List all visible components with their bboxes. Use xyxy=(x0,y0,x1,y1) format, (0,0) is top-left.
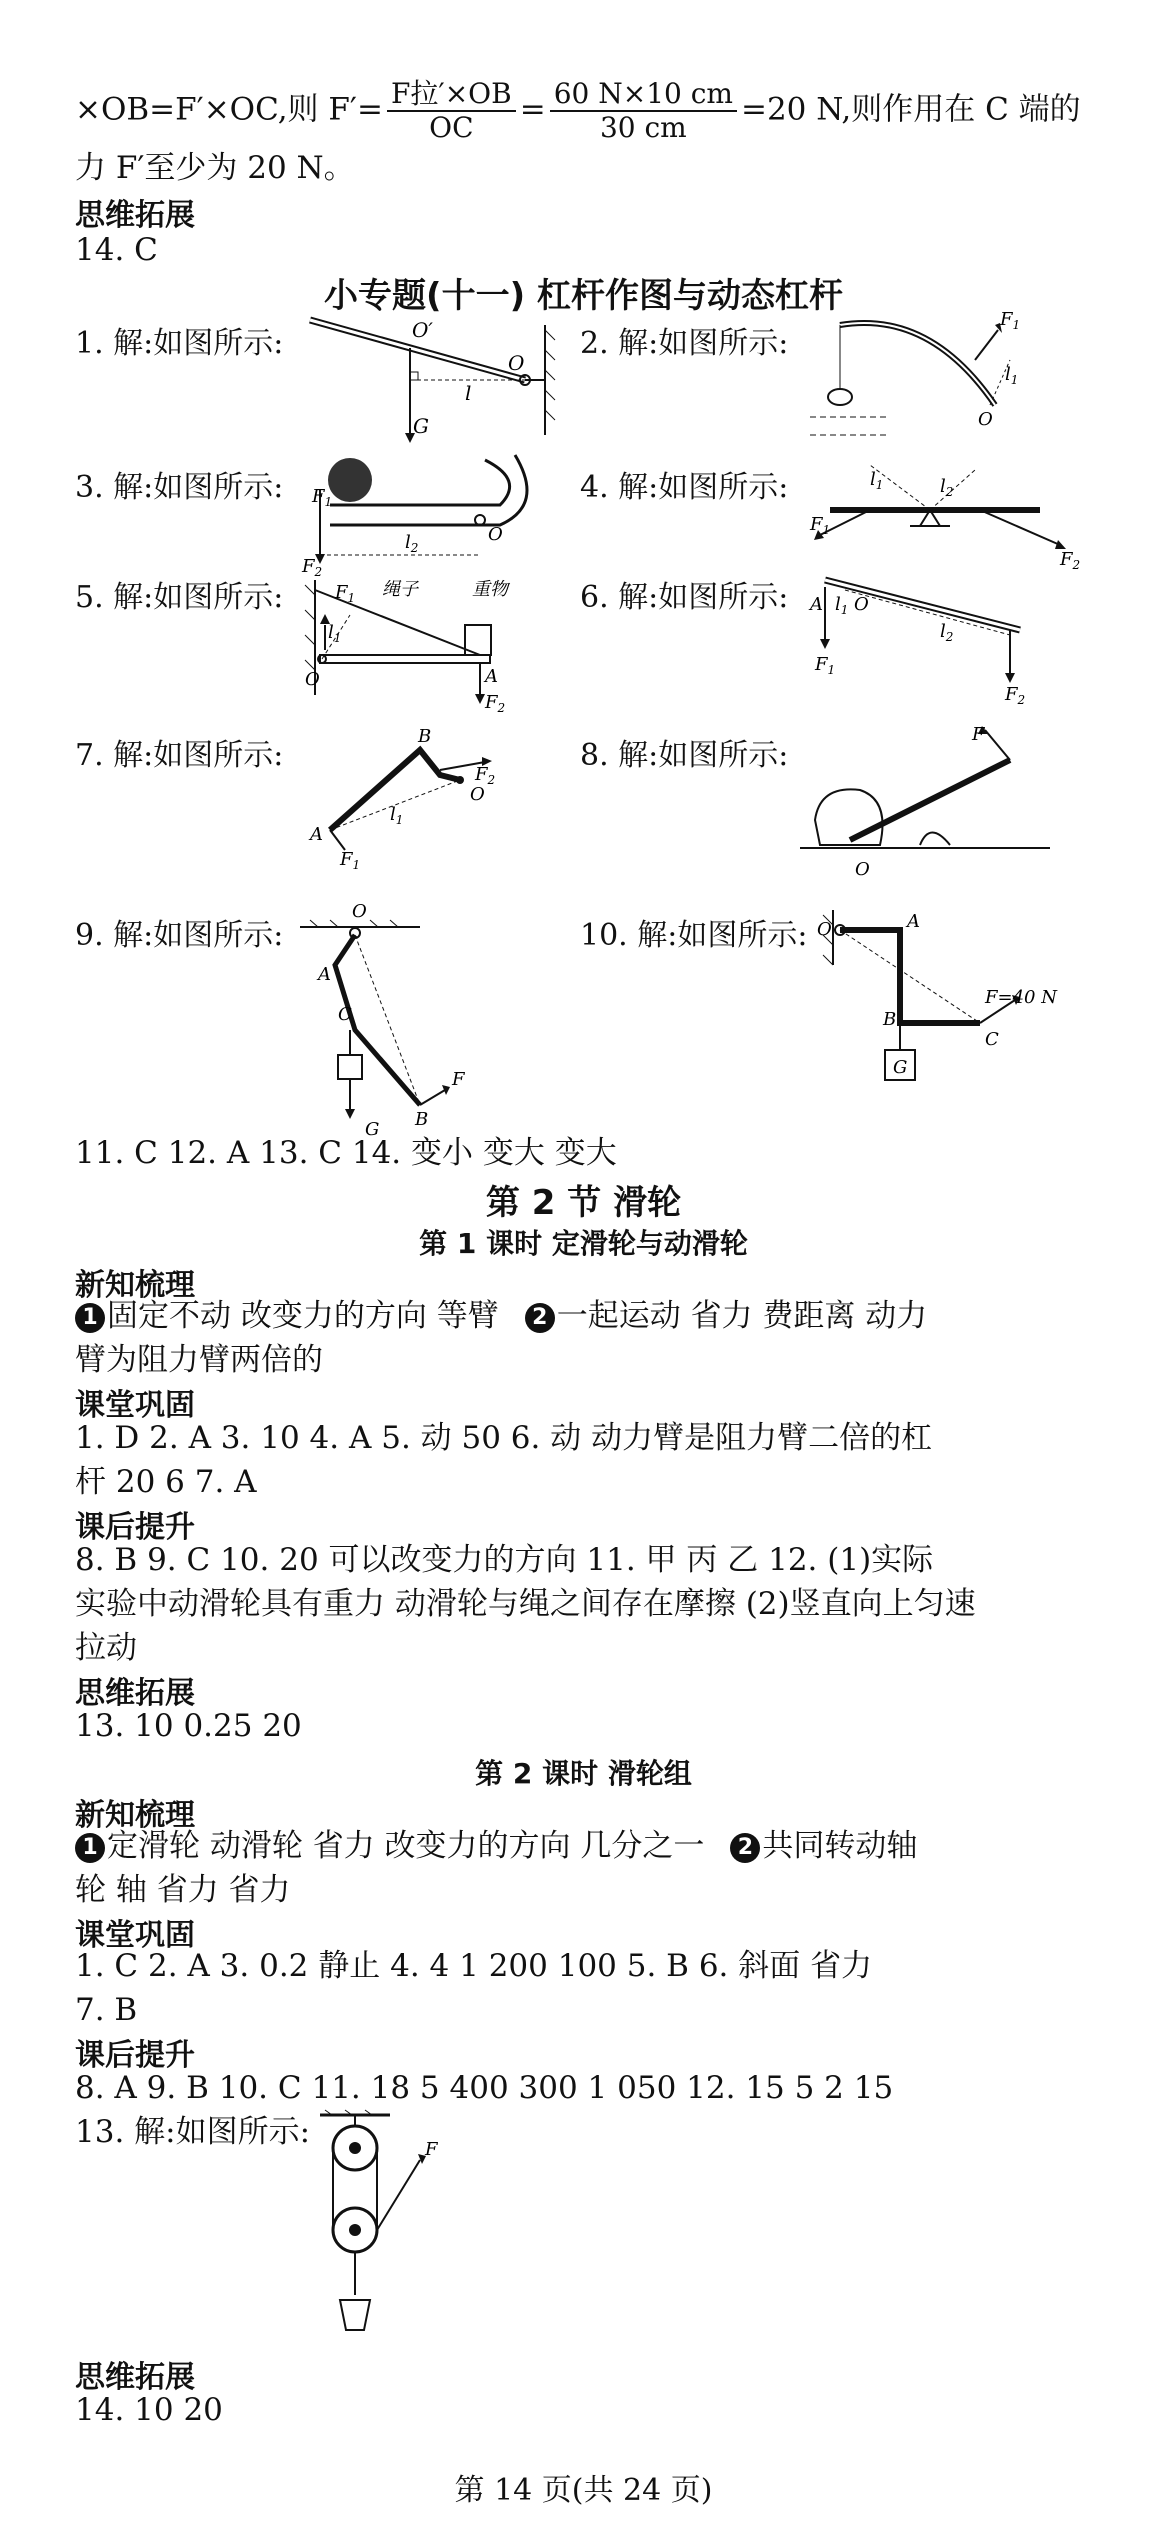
page-footer: 第 14 页(共 24 页) xyxy=(454,2473,713,2508)
lesson2-title: 第 2 课时 滑轮组 xyxy=(475,1757,692,1790)
l1-class-line-2: 杆 20 6 7. A xyxy=(75,1464,257,1500)
bullet-1-icon: 1 xyxy=(75,1303,105,1333)
fig5-label-a: A xyxy=(485,666,498,687)
fig5-label-l1: $l_1$ xyxy=(328,622,342,645)
fraction-2-denominator: 30 cm xyxy=(599,111,687,144)
figure-q9-bent-lever xyxy=(290,901,490,1140)
l1-new-part-b: 一起运动 省力 费距离 动力 xyxy=(556,1298,928,1334)
figure-q3-drawing xyxy=(315,455,527,564)
fig4-label-l1: $l_1$ xyxy=(870,469,884,492)
l1-after-line-1: 8. B 9. C 10. 20 可以改变力的方向 11. 甲 丙 乙 12. (1)实际 xyxy=(75,1542,934,1578)
fig4-label-l2: $l_2$ xyxy=(940,476,954,499)
fig10-label-c: C xyxy=(985,1029,999,1050)
l2-heading-after: 课后提升 xyxy=(75,2038,195,2073)
intro-line-1 xyxy=(75,78,1081,144)
fig1-label-o: O xyxy=(508,351,525,375)
figure-q10-bent-lever xyxy=(815,905,1055,1095)
answers-11-14: 11. C 12. A 13. C 14. 变小 变大 变大 xyxy=(75,1135,617,1171)
l2-new-line-2: 轮 轴 省力 省力 xyxy=(75,1872,291,1908)
l1-after-line-3: 拉动 xyxy=(75,1630,137,1666)
bullet-2-icon: 2 xyxy=(730,1833,760,1863)
fig2-label-f1: $F_1$ xyxy=(1000,309,1021,332)
ext-heading-1: 思维拓展 xyxy=(75,198,195,233)
bullet-1-icon: 1 xyxy=(75,1833,105,1863)
l2-heading-class: 课堂巩固 xyxy=(75,1918,195,1953)
figure-q7-bent-lever xyxy=(300,720,520,870)
l1-heading-after: 课后提升 xyxy=(75,1510,195,1545)
fig9-label-a: A xyxy=(318,964,331,985)
fraction-2-numerator: 60 N×10 cm xyxy=(550,78,737,112)
fig8-label-f: F xyxy=(972,724,985,745)
fig7-label-o: O xyxy=(470,784,485,805)
fig10-label-f40: F=40 N xyxy=(985,987,1057,1008)
fig6-label-l1: $l_1$ xyxy=(835,594,849,617)
fig10-label-a: A xyxy=(907,911,920,932)
figure-q13-drawing xyxy=(320,2110,426,2330)
fig4-label-f2: $F_2$ xyxy=(1060,549,1081,572)
figure-q2-fishing-rod xyxy=(800,305,1040,455)
intro-text-a: ×OB=F′×OC,则 F′= xyxy=(75,91,383,128)
l2-new-part-b: 共同转动轴 xyxy=(762,1828,918,1864)
q6-label: 6. 解:如图所示: xyxy=(580,580,789,615)
figure-q4-lever xyxy=(810,450,1090,570)
figure-q8-crowbar xyxy=(800,720,1060,895)
fig2-label-o: O xyxy=(978,409,993,430)
fig6-label-f1: $F_1$ xyxy=(815,654,836,677)
fig8-label-o: O xyxy=(855,859,870,880)
fig6-label-f2: $F_2$ xyxy=(1005,684,1026,707)
fig3-label-f1: $F_1$ xyxy=(312,486,333,509)
fraction-1-denominator: OC xyxy=(429,111,474,144)
fig10-label-b: B xyxy=(883,1009,897,1030)
l1-after-line-2: 实验中动滑轮具有重力 动滑轮与绳之间存在摩擦 (2)竖直向上匀速 xyxy=(75,1586,976,1622)
q10-label: 10. 解:如图所示: xyxy=(580,918,808,953)
bullet-2-icon: 2 xyxy=(525,1303,555,1333)
fig7-label-f1: $F_1$ xyxy=(340,849,361,872)
q1-label: 1. 解:如图所示: xyxy=(75,326,284,361)
fig3-label-o: O xyxy=(488,524,503,545)
fig10-label-o: O xyxy=(817,919,832,940)
figure-q8-drawing xyxy=(800,726,1050,848)
l2-ext-line: 14. 10 20 xyxy=(75,2392,223,2428)
l2-new-line-1 xyxy=(75,1826,917,1866)
q5-label: 5. 解:如图所示: xyxy=(75,580,284,615)
l2-q13-label: 13. 解:如图所示: xyxy=(75,2114,311,2150)
q2-label: 2. 解:如图所示: xyxy=(580,326,789,361)
fig5-label-f1: $F_1$ xyxy=(335,582,356,605)
l2-heading-ext: 思维拓展 xyxy=(75,2360,195,2395)
fig9-label-f: F xyxy=(452,1069,465,1090)
fig7-label-l1: $l_1$ xyxy=(390,804,404,827)
fig5-label-rope: 绳子 xyxy=(382,579,418,600)
figure-q3-arm xyxy=(300,450,560,579)
fig3-label-f2: $F_2$ xyxy=(302,556,323,579)
figure-q9-drawing xyxy=(300,920,450,1119)
fig1-label-l: l xyxy=(465,381,472,405)
l1-heading-ext: 思维拓展 xyxy=(75,1676,195,1711)
l1-ext-line: 13. 10 0.25 20 xyxy=(75,1708,302,1744)
fraction-2 xyxy=(550,78,737,144)
fig7-label-b: B xyxy=(418,726,432,747)
fig7-label-f2: $F_2$ xyxy=(475,764,496,787)
fig7-label-a: A xyxy=(310,824,323,845)
intro-text-b: =20 N,则作用在 C 端的 xyxy=(740,91,1081,128)
l1-heading-class: 课堂巩固 xyxy=(75,1388,195,1423)
l2-heading-new: 新知梳理 xyxy=(75,1798,195,1833)
fraction-1-numerator: F拉′×OB xyxy=(387,78,516,112)
fig4-label-f1: $F_1$ xyxy=(810,514,831,537)
l2-class-line-2: 7. B xyxy=(75,1992,138,2028)
fig6-label-a: A xyxy=(810,594,823,615)
fig3-label-l2: $l_2$ xyxy=(405,532,419,555)
fig2-label-l1: $l_1$ xyxy=(1005,364,1019,387)
fig9-label-g: G xyxy=(365,1119,380,1140)
fig9-label-b: B xyxy=(415,1109,429,1130)
figure-q6-lever xyxy=(810,565,1060,705)
fig13-label-f: F xyxy=(425,2139,438,2160)
l1-new-line-2: 臂为阻力臂两倍的 xyxy=(75,1342,323,1378)
q4-label: 4. 解:如图所示: xyxy=(580,470,789,505)
topic-title: 小专题(十一) 杠杆作图与动态杠杆 xyxy=(324,276,843,316)
q9-label: 9. 解:如图所示: xyxy=(75,918,284,953)
q3-label: 3. 解:如图所示: xyxy=(75,470,284,505)
section-title: 第 2 节 滑轮 xyxy=(485,1183,682,1223)
l1-class-line-1: 1. D 2. A 3. 10 4. A 5. 动 50 6. 动 动力臂是阻力臂二倍的杠 xyxy=(75,1420,933,1456)
fig5-label-o: O xyxy=(305,669,320,690)
fig10-label-g: G xyxy=(893,1057,908,1078)
l1-new-line-1 xyxy=(75,1296,927,1336)
fig5-label-weight: 重物 xyxy=(472,579,508,600)
figure-q1-lever xyxy=(300,305,590,445)
fig9-label-o: O xyxy=(352,901,367,922)
l2-after-line-1: 8. A 9. B 10. C 11. 18 5 400 300 1 050 12. 15 5 2 15 xyxy=(75,2070,894,2106)
fig5-label-f2: $F_2$ xyxy=(485,692,506,715)
l2-new-part-a: 定滑轮 动滑轮 省力 改变力的方向 几分之一 xyxy=(107,1828,705,1864)
l1-new-part-a: 固定不动 改变力的方向 等臂 xyxy=(107,1298,499,1334)
fig9-label-c: C xyxy=(338,1004,352,1025)
figure-q13-pulley xyxy=(310,2110,460,2340)
fraction-1 xyxy=(387,78,516,144)
intro-line-2: 力 F′至少为 20 N。 xyxy=(75,150,355,186)
fig1-label-g: G xyxy=(413,414,429,438)
equals-sign: = xyxy=(519,91,546,128)
lesson1-title: 第 1 课时 定滑轮与动滑轮 xyxy=(419,1227,748,1260)
q7-label: 7. 解:如图所示: xyxy=(75,738,284,773)
fig6-label-o: O xyxy=(854,594,869,615)
figure-q7-drawing xyxy=(330,750,492,850)
fig1-label-oprime: O′ xyxy=(412,318,433,342)
fig6-label-l2: $l_2$ xyxy=(940,621,954,644)
figure-q5-wall-lever xyxy=(300,570,560,715)
l2-class-line-1: 1. C 2. A 3. 0.2 静止 4. 4 1 200 100 5. B 6. 斜面 省力 xyxy=(75,1948,873,1984)
figure-q6-drawing xyxy=(820,580,1020,683)
l1-heading-new: 新知梳理 xyxy=(75,1268,195,1303)
q8-label: 8. 解:如图所示: xyxy=(580,738,789,773)
ext-answer-1: 14. C xyxy=(75,232,158,268)
